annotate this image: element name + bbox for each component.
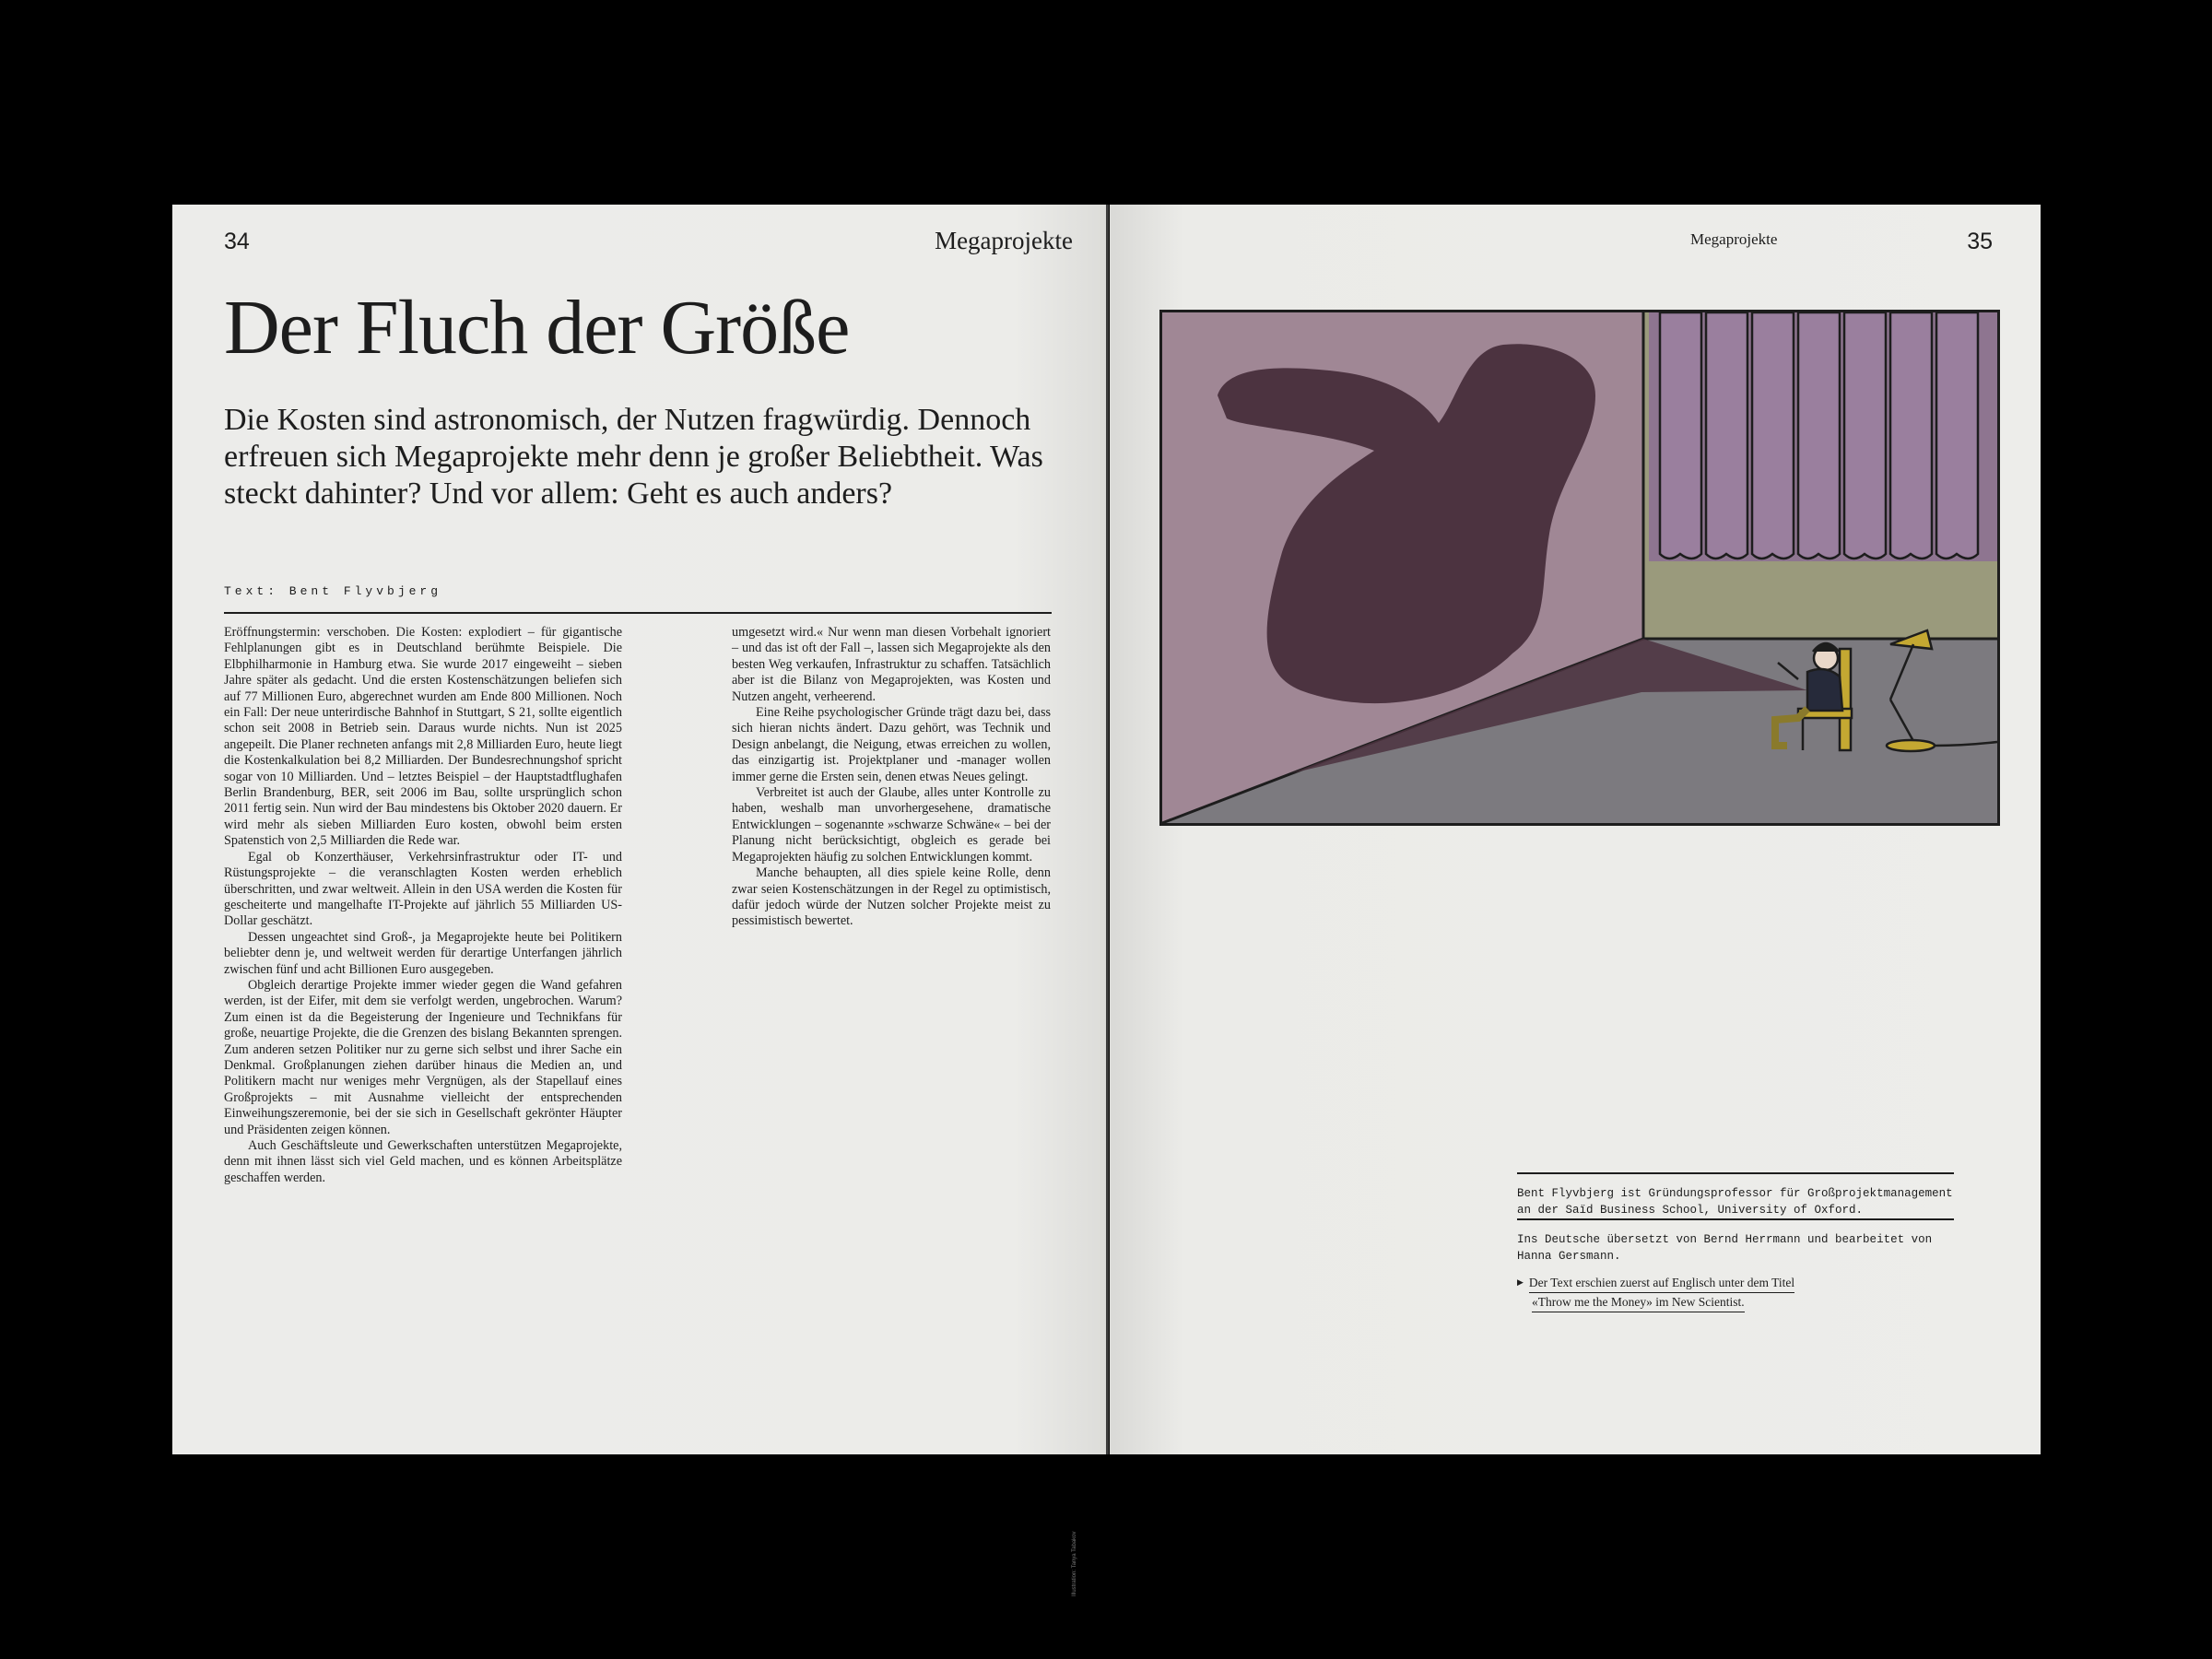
triangle-icon: ▶ bbox=[1517, 1278, 1524, 1288]
paragraph: Obgleich derartige Projekte immer wieder gegen die Wand gefahren werden, ist der Eifer, mit dem sie verfolgt werden, ungebrochen. Warum? Zum einen ist da die Begeisterung der Ingenieure und Technikfans für große, neuartige Projekte, die die Grenzen des bislang Bekannten sprengen. Zum anderen setzen Politiker nur zu gerne sich selbst und ihrer Sache ein Denkmal. Großplanungen ziehen darüber hinaus die Medien an, und Politikern macht nur weniges mehr Vergnügen, als der Stapellauf eines Großprojekts – mit Ausnahme vielleicht der entsprechenden Einweihungszeremonie, bei der sie sich in Gesellschaft gekrönter Häupter und Präsidenten zeigen können. bbox=[224, 977, 622, 1137]
page-number: 35 bbox=[1967, 229, 1993, 254]
source-note bbox=[1517, 1274, 1794, 1312]
shadow-puppet-illustration bbox=[1159, 310, 2000, 826]
body-column-1 bbox=[224, 625, 622, 1186]
body-column-2 bbox=[732, 625, 1051, 930]
paragraph: Dessen ungeachtet sind Groß-, ja Megaprojekte heute bei Politikern beliebter denn je, und weltweit werden für derartige Unterfangen jährlich zwischen fünf und acht Billionen Euro ausgegeben. bbox=[224, 929, 622, 977]
paragraph: Eröffnungstermin: verschoben. Die Kosten: explodiert – für gigantische Fehlplanungen gibt es in Deutschland berühmte Beispiele. Die Elbphilharmonie in Hamburg etwa. Sie wurde 2017 eingeweiht – sieben Jahre später als gedacht. Und die ersten Kostenschätzungen beliefen sich auf 77 Millionen Euro, abgerechnet wurden am Ende 800 Millionen. Noch ein Fall: Der neue unterirdische Bahnhof in Stuttgart, S 21, sollte eigentlich schon seit 2008 in Betrieb sein. Daraus wurde nichts. Nun ist 2025 angepeilt. Die Planer rechneten anfangs mit 2,8 Milliarden Euro, heute liegt die Kostenkalkulation bei 8,2 Milliarden. Der Bundesrechnungshof spricht sogar von 10 Milliarden. Und – letztes Beispiel – der Hauptstadtflughafen Berlin Brandenburg, BER, seit 2006 im Bau, sollte ursprünglich schon 2011 fertig sein. Nun wird der Bau mindestens bis Oktober 2020 dauern. Er wird mehr als sieben Milliarden Euro kosten, obwohl beim ersten Spatenstich von 2,5 Milliarden die Rede war. bbox=[224, 625, 622, 849]
byline: Text: Bent Flyvbjerg bbox=[224, 584, 442, 598]
source-note-line-1: Der Text erschien zuerst auf Englisch unter dem Titel bbox=[1529, 1274, 1794, 1293]
paragraph: Verbreitet ist auch der Glaube, alles unter Kontrolle zu haben, weshalb man unvorhergesehene, dramatische Entwicklungen – sogenannte »schwarze Schwäne« – bei der Planung nicht berücksichtigt, obgleich es gerade bei Megaprojekten häufig zu solchen Entwicklungen kommt. bbox=[732, 785, 1051, 865]
translation-note: Ins Deutsche übersetzt von Bernd Herrmann und bearbeitet von Hanna Gersmann. bbox=[1517, 1218, 1954, 1265]
source-note-line-2: «Throw me the Money» im New Scientist. bbox=[1532, 1293, 1745, 1312]
section-title: Megaprojekte bbox=[1690, 230, 1778, 248]
illustration-credit: Illustration: Tanya Tabakov bbox=[1072, 1531, 1077, 1596]
paragraph: Egal ob Konzerthäuser, Verkehrsinfrastruktur oder IT- und Rüstungsprojekte – die veranschlagten Kosten werden erheblich überschritten, und zwar weltweit. Allein in den USA werden die Kosten für gescheiterte und mangelhafte IT-Projekte auf jährlich 55 Milliarden US-Dollar geschätzt. bbox=[224, 849, 622, 929]
author-bio: Bent Flyvbjerg ist Gründungsprofessor für Großprojektmanagement an der Saïd Business School, University of Oxford. bbox=[1517, 1172, 1954, 1218]
right-page bbox=[1110, 205, 2041, 1454]
paragraph: Manche behaupten, all dies spiele keine Rolle, denn zwar seien Kostenschätzungen in der Regel zu optimistisch, dafür jedoch würde der Nutzen solcher Projekte meist zu pessimistisch bewertet. bbox=[732, 865, 1051, 929]
rule bbox=[224, 612, 1052, 614]
left-page bbox=[172, 205, 1108, 1596]
gutter bbox=[1106, 205, 1109, 1454]
paragraph: Auch Geschäftsleute und Gewerkschaften unterstützen Megaprojekte, denn mit ihnen lässt sich viel Geld machen, und es können Arbeitsplätze geschaffen werden. bbox=[224, 1138, 622, 1185]
page-number: 34 bbox=[224, 229, 250, 254]
paragraph: Eine Reihe psychologischer Gründe trägt dazu bei, dass sich hieran nichts ändert. Dazu gehört, was Technik und Design anbelangt, die Neigung, etwas erreichen zu wollen, das einzigartig ist. Projektplaner und -manager wollen immer gerne die Ersten sein, denen etwas Neues gelingt. bbox=[732, 705, 1051, 784]
curtain bbox=[1660, 312, 1978, 559]
section-title: Megaprojekte bbox=[935, 227, 1073, 254]
paragraph: umgesetzt wird.« Nur wenn man diesen Vorbehalt ignoriert – und das ist oft der Fall –, lassen sich Megaprojekte als den besten Weg verkaufen, Infrastruktur zu schaffen. Tatsächlich aber ist die Bilanz von Megaprojekten, was Kosten und Nutzen angeht, verheerend. bbox=[732, 625, 1051, 704]
headline: Der Fluch der Größe bbox=[224, 285, 850, 371]
standfirst: Die Kosten sind astronomisch, der Nutzen fragwürdig. Dennoch erfreuen sich Megaprojekte mehr denn je großer Beliebtheit. Was steckt dahinter? Und vor allem: Geht es auch anders? bbox=[224, 403, 1043, 511]
